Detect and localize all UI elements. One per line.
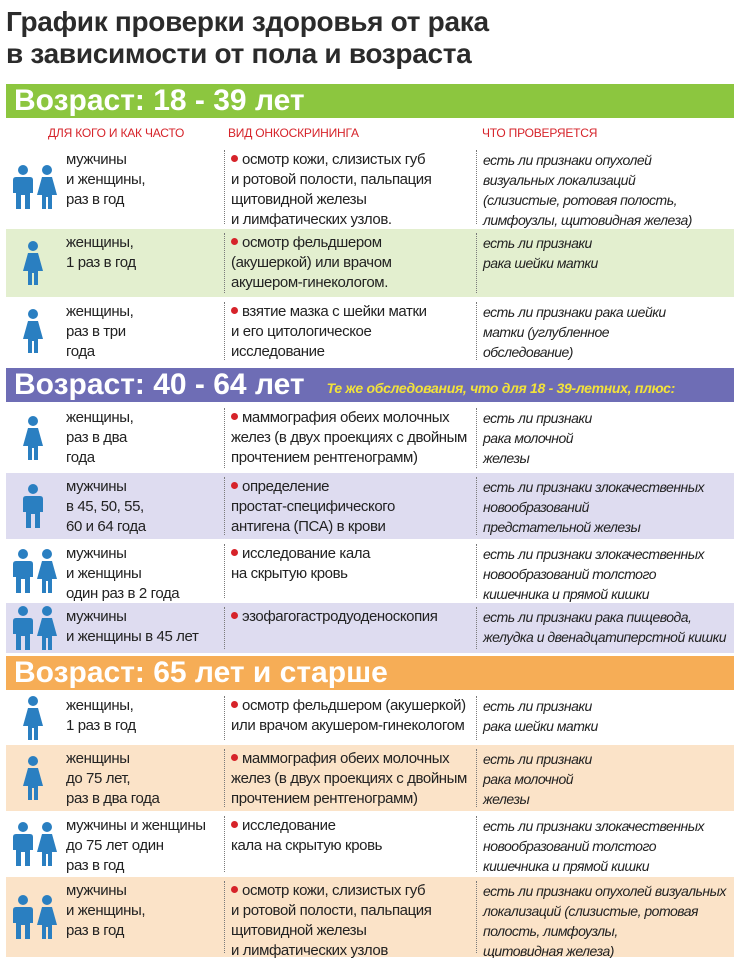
woman-figure [22,756,44,800]
table-row [6,812,734,876]
woman-icon [22,241,44,285]
text-line [231,322,468,342]
text-line [66,190,216,210]
screening-cell [224,696,468,740]
text-content: желез (в двух проекциях с двойным [231,429,467,446]
text-line [66,170,216,190]
man-and-woman-icon [12,822,58,866]
text-line [483,408,734,428]
text-line [66,322,216,342]
text-content: года [66,449,95,466]
text-line [483,789,734,809]
man-icon [22,484,44,528]
man-figure [12,165,34,209]
text-content: определение [242,478,330,495]
who-cell [66,408,216,468]
man-figure [12,895,34,939]
check-cell [476,302,734,360]
text-line [483,749,734,769]
text-line [231,302,468,322]
text-content: один раз в 2 года [66,585,180,602]
text-content: есть ли признаки опухолей [483,152,652,168]
text-line [66,253,216,273]
bullet-icon [231,886,238,893]
woman-figure [36,165,58,209]
text-line [483,941,734,958]
who-cell [66,302,216,362]
text-content: в 45, 50, 55, [66,498,144,515]
text-line [231,342,468,362]
text-content: 60 и 64 года [66,518,146,535]
text-content: есть ли признаки [483,751,592,767]
man-figure [12,549,34,593]
bullet-icon [231,701,238,708]
woman-icon [22,756,44,800]
table-row [6,404,734,472]
text-line [483,564,734,584]
text-content: рака молочной [483,430,574,446]
check-cell [476,696,734,740]
text-content: антигена (ПСА) в крови [231,518,386,535]
text-content: есть ли признаки злокачественных [483,818,705,834]
text-line [231,789,468,809]
text-content: есть ли признаки [483,698,592,714]
text-content: мужчины [66,882,127,899]
text-content: года [66,343,95,360]
text-line [483,716,734,736]
text-line [483,816,734,836]
text-content: или врачом акушером-гинекологом [231,717,465,734]
text-content: кишечника и прямой кишки [483,858,650,874]
text-content: щитовидной железы [231,191,367,208]
text-content: женщины, [66,303,134,320]
bullet-icon [231,821,238,828]
man-figure [12,822,34,866]
text-content: железы [483,791,530,807]
bullet-icon [231,754,238,761]
text-content: на скрытую кровь [231,565,348,582]
woman-icon [22,309,44,353]
screening-cell [224,816,468,872]
text-content: и лимфатических узлов. [231,211,392,228]
text-line [483,428,734,448]
woman-icon [22,696,44,740]
man-figure [22,484,44,528]
text-line [66,696,216,716]
bullet-icon [231,549,238,556]
text-line [66,302,216,322]
text-line [483,856,734,876]
text-content: и ротовой полости, пальпация [231,902,432,919]
text-content: щитовидной железы [231,922,367,939]
screening-cell [224,477,468,535]
text-line [66,342,216,362]
screening-cell [224,544,468,598]
screening-cell [224,408,468,468]
bullet-icon [231,307,238,314]
text-line [483,210,734,230]
woman-figure [36,895,58,939]
text-content: раз в год [66,857,125,874]
text-line [483,170,734,190]
text-content: есть ли признаки злокачественных [483,546,705,562]
age-banner-40-64 [6,368,734,402]
text-content: есть ли признаки рака шейки [483,304,666,320]
woman-figure [36,606,58,650]
column-header-check: ЧТО ПРОВЕРЯЕТСЯ [482,126,598,140]
man-and-woman-icon [12,165,58,209]
text-line [231,921,468,941]
text-line [483,477,734,497]
text-content: раз в год [66,922,125,939]
text-content: есть ли признаки опухолей визуальных [483,883,726,899]
text-line [231,190,468,210]
text-content: раз в год [66,191,125,208]
text-content: осмотр фельдшером [242,234,382,251]
bullet-icon [231,612,238,619]
text-line [66,716,216,736]
text-line [66,564,216,584]
text-line [66,497,216,517]
man-and-woman-icon [12,549,58,593]
text-content: мужчины [66,478,127,495]
text-content: раз в три [66,323,126,340]
woman-figure [36,822,58,866]
text-line [231,544,468,564]
text-line [483,497,734,517]
woman-figure [22,309,44,353]
who-cell [66,696,216,736]
text-line [66,150,216,170]
bullet-icon [231,413,238,420]
text-line [483,322,734,342]
screening-cell [224,150,468,228]
check-cell [476,881,734,958]
woman-figure [22,241,44,285]
text-line [66,428,216,448]
text-line [66,749,216,769]
bullet-icon [231,482,238,489]
text-content: женщины [66,750,130,767]
text-content: 1 раз в год [66,254,136,271]
text-content: есть ли признаки злокачественных [483,479,705,495]
text-content: женщины, [66,697,134,714]
text-content: новообразований толстого [483,838,656,854]
text-content: мужчины [66,545,127,562]
text-content: мужчины [66,151,127,168]
check-cell [476,544,734,602]
text-line [231,253,468,273]
age-banner-65-plus [6,656,734,690]
text-content: желез (в двух проекциях с двойным [231,770,467,787]
text-content: маммография обеих молочных [242,750,450,767]
text-line [66,881,216,901]
woman-icon [22,416,44,460]
text-line [483,517,734,537]
table-row [6,473,734,539]
age-label: Возраст: 65 лет и старше [14,656,388,689]
text-content: есть ли признаки рака пищевода, [483,609,692,625]
text-content: простат-специфического [231,498,395,515]
text-line [66,627,216,647]
table-row [6,229,734,297]
text-content: и ротовой полости, пальпация [231,171,432,188]
text-content: осмотр кожи, слизистых губ [242,151,426,168]
text-line [66,544,216,564]
text-content: кишечника и прямой кишки [483,586,650,602]
text-line [483,150,734,170]
text-content: рака шейки матки [483,255,598,271]
text-line [483,253,734,273]
woman-figure [36,549,58,593]
text-content: щитовидная железа) [483,943,614,958]
who-cell [66,749,216,809]
text-content: и женщины, [66,171,146,188]
woman-figure [22,696,44,740]
age-banner-18-39 [6,84,734,118]
check-cell [476,607,734,649]
age-label: Возраст: 18 - 39 лет [14,84,305,117]
text-line [66,233,216,253]
text-line [66,789,216,809]
text-line [483,769,734,789]
age-label: Возраст: 40 - 64 лет [14,368,305,401]
screening-cell [224,749,468,807]
text-content: прочтением рентгенограмм) [231,449,418,466]
man-and-woman-icon [12,606,58,650]
text-content: маммография обеих молочных [242,409,450,426]
text-line [231,607,468,627]
text-line [483,607,734,627]
who-cell [66,544,216,604]
check-cell [476,150,734,228]
text-line [66,769,216,789]
table-row [6,298,734,364]
who-cell [66,233,216,273]
text-content: и его цитологическое [231,323,372,340]
text-content: новообразований толстого [483,566,656,582]
text-content: лимфоузлы, щитовидная железа) [483,212,692,228]
text-content: рака молочной [483,771,574,787]
text-content: предстательной железы [483,519,641,535]
text-line [66,517,216,537]
text-content: матки (углубленное [483,324,610,340]
text-content: эзофагогастродуоденоскопия [242,608,438,625]
text-line [231,428,468,448]
check-cell [476,233,734,293]
text-line [231,150,468,170]
text-line [483,544,734,564]
text-content: женщины, [66,409,134,426]
text-line [66,901,216,921]
text-line [483,584,734,604]
screening-cell [224,233,468,293]
text-content: полость, лимфоузлы, [483,923,618,939]
check-cell [476,749,734,807]
who-cell [66,881,216,941]
text-content: до 75 лет, [66,770,131,787]
text-line [231,170,468,190]
text-line [483,836,734,856]
text-line [231,273,468,293]
text-line [66,477,216,497]
text-line [231,769,468,789]
text-line [483,190,734,210]
screening-cell [224,607,468,649]
text-line [66,836,216,856]
text-content: раз в два года [66,790,160,807]
text-content: 1 раз в год [66,717,136,734]
text-line [483,901,734,921]
woman-figure [22,416,44,460]
table-row [6,745,734,811]
text-line [231,901,468,921]
text-content: женщины, [66,234,134,251]
text-content: исследование кала [242,545,371,562]
text-content: и лимфатических узлов [231,942,388,958]
text-line [483,881,734,901]
who-cell [66,816,216,876]
column-header-who: ДЛЯ КОГО И КАК ЧАСТО [48,126,185,140]
text-line [231,477,468,497]
text-line [483,696,734,716]
section-note: Те же обследования, что для 18 - 39-летних, плюс: [326,380,675,396]
text-content: и женщины, [66,902,146,919]
text-line [231,448,468,468]
who-cell [66,607,216,647]
bullet-icon [231,155,238,162]
text-content: и женщины в 45 лет [66,628,199,645]
man-and-woman-icon [12,895,58,939]
text-content: рака шейки матки [483,718,598,734]
text-line [231,233,468,253]
text-content: кала на скрытую кровь [231,837,383,854]
text-content: есть ли признаки [483,410,592,426]
text-content: локализаций (слизистые, ротовая [483,903,699,919]
check-cell [476,477,734,535]
text-line [483,302,734,322]
text-content: желудка и двенадцатиперстной кишки [483,629,727,645]
text-content: взятие мазка с шейки матки [242,303,427,320]
check-cell [476,816,734,872]
title-line-1: График проверки здоровья от рака [6,6,489,37]
screening-cell [224,302,468,360]
text-line [231,497,468,517]
text-content: осмотр фельдшером (акушеркой) [242,697,466,714]
text-content: мужчины и женщины [66,817,206,834]
text-line [483,233,734,253]
text-line [231,564,468,584]
man-figure [12,606,34,650]
who-cell [66,477,216,537]
text-content: мужчины [66,608,127,625]
text-content: исследование [231,343,325,360]
text-content: есть ли признаки [483,235,592,251]
text-line [231,716,468,736]
text-content: и женщины [66,565,142,582]
text-line [66,856,216,876]
table-row [6,540,734,602]
text-line [66,921,216,941]
text-content: (слизистые, ротовая полость, [483,192,677,208]
table-row [6,603,734,653]
check-cell [476,408,734,468]
text-line [231,836,468,856]
text-line [231,941,468,958]
text-content: (акушеркой) или врачом [231,254,392,271]
text-line [66,408,216,428]
text-content: осмотр кожи, слизистых губ [242,882,426,899]
text-line [66,448,216,468]
text-content: визуальных локализаций [483,172,636,188]
text-line [231,408,468,428]
text-content: до 75 лет один [66,837,164,854]
table-row [6,877,734,957]
text-content: исследование [242,817,336,834]
text-line [483,448,734,468]
screening-cell [224,881,468,958]
who-cell [66,150,216,210]
text-line [231,881,468,901]
text-line [483,627,734,647]
page-title [6,6,728,70]
text-content: акушером-гинекологом. [231,274,388,291]
text-line [231,517,468,537]
text-line [66,584,216,604]
text-line [231,749,468,769]
text-content: обследование) [483,344,573,360]
table-row [6,692,734,744]
text-content: раз в два [66,429,127,446]
text-line [483,342,734,362]
table-row [6,146,734,228]
text-content: прочтением рентгенограмм) [231,790,418,807]
text-content: новообразований [483,499,589,515]
text-line [66,607,216,627]
text-line [231,210,468,230]
title-line-2: в зависимости от пола и возраста [6,38,472,69]
column-header-what: ВИД ОНКОСКРИНИНГА [228,126,359,140]
text-line [483,921,734,941]
text-line [231,696,468,716]
text-line [66,816,216,836]
bullet-icon [231,238,238,245]
text-content: железы [483,450,530,466]
text-line [231,816,468,836]
